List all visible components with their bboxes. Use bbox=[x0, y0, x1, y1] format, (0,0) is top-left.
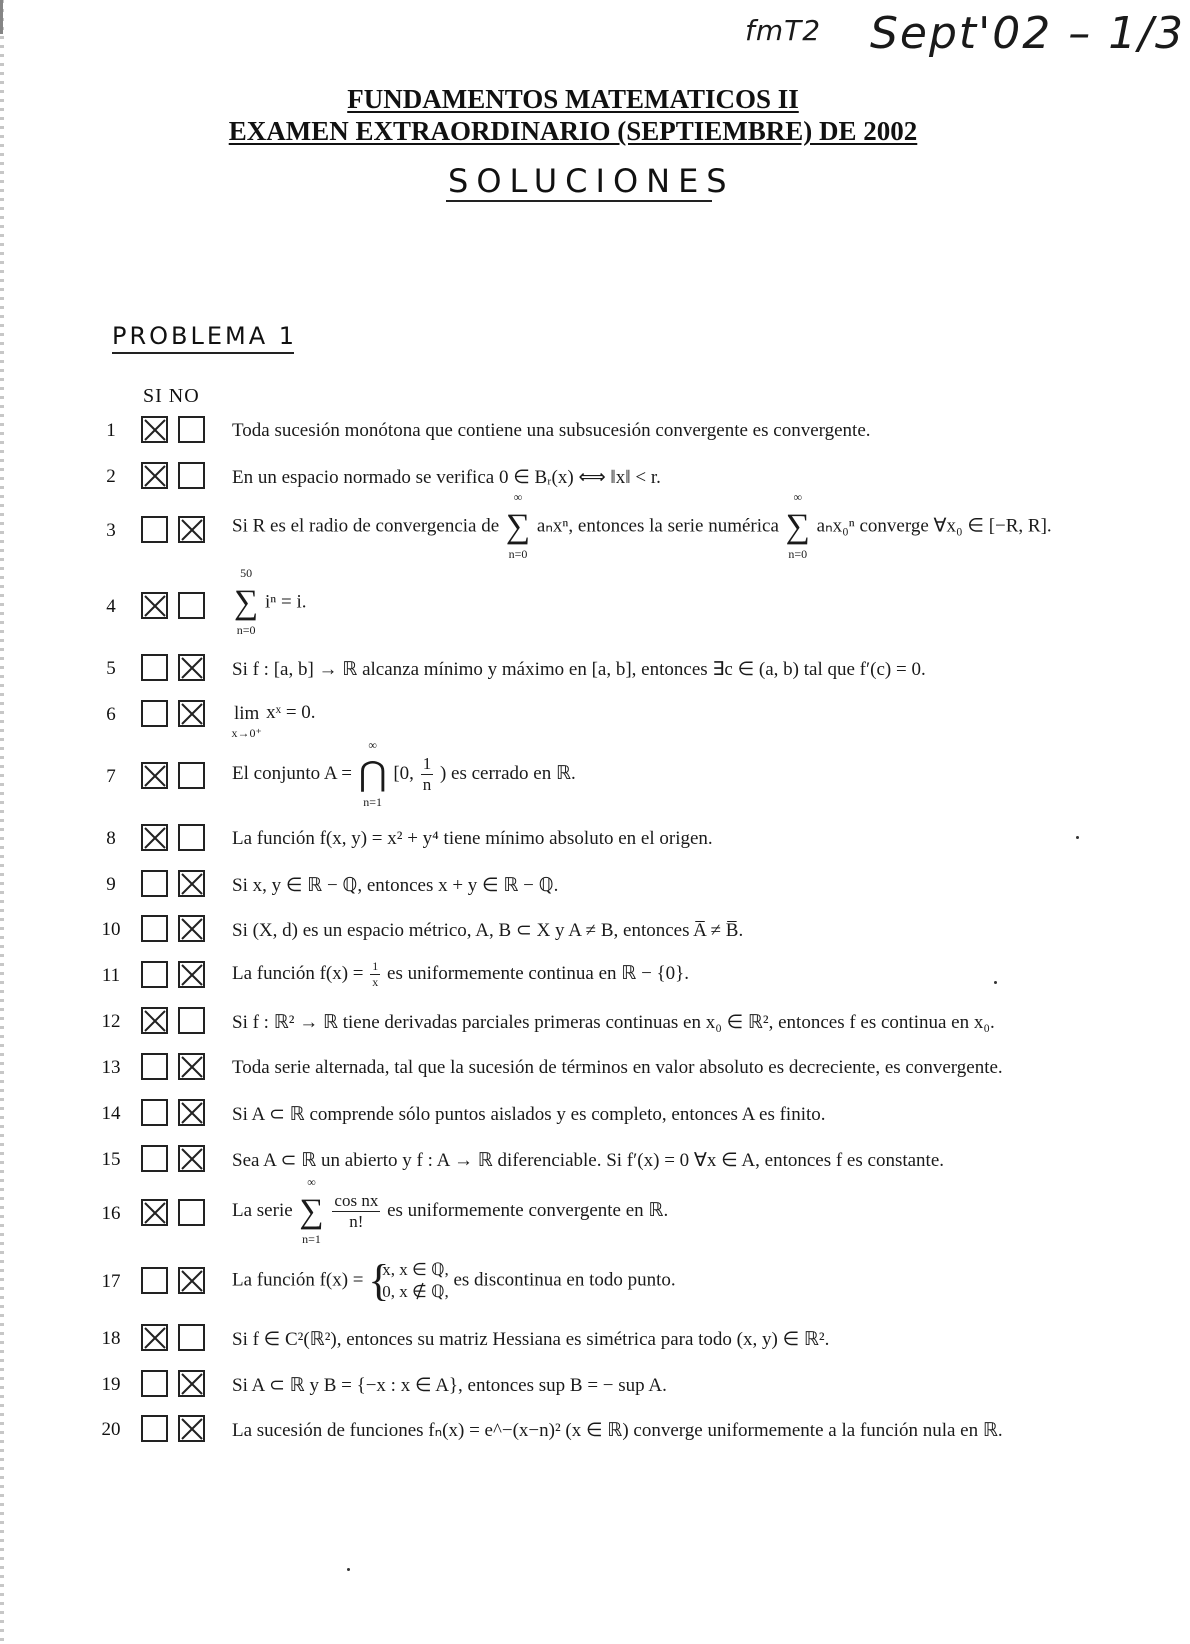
document-title: FUNDAMENTOS MATEMATICOS II bbox=[347, 84, 799, 114]
sigma-symbol: ∑ bbox=[299, 1192, 324, 1230]
question-number: 1 bbox=[106, 420, 116, 441]
check-x-mark bbox=[142, 593, 168, 619]
no-checkbox[interactable] bbox=[178, 592, 205, 619]
question-text bbox=[232, 1174, 669, 1246]
sum-upper: ∞ bbox=[307, 1174, 316, 1189]
question-row bbox=[0, 1257, 1190, 1317]
handwritten-code: fmT2 bbox=[745, 14, 822, 47]
column-headers bbox=[143, 385, 200, 408]
no-checkbox[interactable] bbox=[178, 700, 205, 727]
question-text: En un espacio normado se verifica 0 ∈ Bᵣ(x) ⟺ ‖x‖ < r. bbox=[232, 467, 661, 488]
question-text-part: La función f(x) = bbox=[232, 962, 364, 984]
si-checkbox[interactable] bbox=[141, 762, 168, 789]
denominator: n bbox=[422, 775, 432, 794]
question-number: 16 bbox=[101, 1203, 121, 1224]
no-checkbox[interactable] bbox=[178, 961, 205, 988]
question-text: Si A ⊂ ℝ y B = {−x : x ∈ A}, entonces sup B = − sup A. bbox=[232, 1375, 667, 1396]
si-checkbox[interactable] bbox=[141, 1324, 168, 1351]
check-x-mark bbox=[179, 655, 205, 681]
solutions-underline bbox=[446, 200, 712, 202]
question-number: 8 bbox=[106, 828, 116, 849]
brace-symbol: { bbox=[368, 1256, 390, 1305]
question-text: Toda serie alternada, tal que la sucesión de términos en valor absoluto es decreciente, es convergente. bbox=[232, 1057, 1003, 1078]
summation bbox=[505, 490, 531, 561]
no-checkbox[interactable] bbox=[178, 1267, 205, 1294]
check-x-mark bbox=[179, 1100, 205, 1126]
no-checkbox[interactable] bbox=[178, 416, 205, 443]
lim-subscript: x→0⁺ bbox=[231, 725, 262, 740]
question-number: 7 bbox=[106, 766, 116, 787]
question-text bbox=[232, 959, 689, 990]
si-checkbox[interactable] bbox=[141, 592, 168, 619]
check-x-mark bbox=[142, 1325, 168, 1351]
question-text: Si (X, d) es un espacio métrico, A, B ⊂ X y A ≠ B, entonces A̅ ≠ B̅. bbox=[232, 920, 744, 941]
piecewise-case: x, x ∈ ℚ, bbox=[382, 1260, 449, 1279]
question-text: Si x, y ∈ ℝ − ℚ, entonces x + y ∈ ℝ − ℚ. bbox=[232, 875, 559, 896]
question-text-part: xˣ = 0. bbox=[266, 702, 316, 723]
sigma-symbol: ∑ bbox=[785, 508, 810, 545]
question-text bbox=[232, 1256, 676, 1305]
sum-upper: 50 bbox=[240, 566, 253, 580]
question-text-part: aₙxⁿ, entonces la serie numérica bbox=[536, 515, 779, 537]
question-text-part: [0, bbox=[393, 762, 414, 784]
column-si-label: SI bbox=[143, 385, 163, 407]
piecewise-definition bbox=[368, 1256, 449, 1305]
question-row bbox=[0, 1135, 1190, 1195]
question-number: 15 bbox=[101, 1149, 121, 1170]
question-number: 2 bbox=[106, 466, 116, 487]
si-checkbox[interactable] bbox=[141, 870, 168, 897]
question-text: Si f : ℝ² → ℝ tiene derivadas parciales primeras continuas en x₀ ∈ ℝ², entonces f es continua en x₀. bbox=[232, 1012, 995, 1033]
question-text: Si f ∈ C²(ℝ²), entonces su matriz Hessiana es simétrica para todo (x, y) ∈ ℝ². bbox=[232, 1329, 830, 1350]
question-row bbox=[0, 566, 1190, 642]
problem-underline bbox=[112, 352, 294, 354]
si-checkbox[interactable] bbox=[141, 1145, 168, 1172]
question-number: 19 bbox=[101, 1374, 121, 1395]
si-checkbox[interactable] bbox=[141, 700, 168, 727]
question-number: 9 bbox=[106, 874, 116, 895]
document-subtitle: EXAMEN EXTRAORDINARIO (SEPTIEMBRE) DE 2002 bbox=[228, 116, 918, 146]
question-number: 14 bbox=[101, 1103, 121, 1124]
question-number: 17 bbox=[101, 1271, 121, 1292]
sum-upper: ∞ bbox=[513, 490, 523, 504]
si-checkbox[interactable] bbox=[141, 1053, 168, 1080]
si-checkbox[interactable] bbox=[141, 1199, 168, 1226]
question-number: 10 bbox=[101, 919, 121, 940]
no-checkbox[interactable] bbox=[178, 1053, 205, 1080]
scan-speck bbox=[994, 981, 997, 984]
check-x-mark bbox=[179, 1371, 205, 1397]
check-x-mark bbox=[142, 463, 168, 489]
question-text-part: ) es cerrado en ℝ. bbox=[439, 762, 576, 784]
summation bbox=[785, 490, 810, 561]
sum-lower: n=0 bbox=[788, 547, 808, 561]
question-number: 13 bbox=[101, 1057, 121, 1078]
question-text-part: Si R es el radio de convergencia de bbox=[232, 515, 500, 537]
sum-upper: ∞ bbox=[793, 490, 803, 504]
question-text: Toda sucesión monótona que contiene una subsucesión convergente es convergente. bbox=[232, 420, 871, 441]
check-x-mark bbox=[179, 517, 205, 543]
denominator: x bbox=[372, 975, 379, 989]
check-x-mark bbox=[142, 825, 168, 851]
no-checkbox[interactable] bbox=[178, 1099, 205, 1126]
fraction bbox=[332, 1191, 380, 1232]
no-checkbox[interactable] bbox=[178, 516, 205, 543]
no-checkbox[interactable] bbox=[178, 870, 205, 897]
si-checkbox[interactable] bbox=[141, 462, 168, 489]
check-x-mark bbox=[179, 1268, 205, 1294]
question-text-part: La función f(x) = bbox=[232, 1269, 364, 1291]
question-number: 3 bbox=[106, 520, 116, 541]
scan-mark bbox=[0, 0, 3, 34]
si-checkbox[interactable] bbox=[141, 1415, 168, 1442]
summation bbox=[299, 1174, 324, 1246]
scan-speck bbox=[347, 1568, 350, 1571]
numerator: 1 bbox=[372, 959, 379, 973]
sigma-symbol: ∑ bbox=[505, 508, 531, 545]
question-text: Si f : [a, b] → ℝ alcanza mínimo y máximo en [a, b], entonces ∃c ∈ (a, b) tal que f′(c) = 0. bbox=[232, 659, 926, 680]
question-row bbox=[0, 1405, 1190, 1465]
cap-symbol: ⋂ bbox=[358, 755, 387, 793]
question-text-part: aₙx₀ⁿ converge ∀x₀ ∈ [−R, R]. bbox=[816, 515, 1052, 537]
question-number: 5 bbox=[106, 658, 116, 679]
check-x-mark bbox=[179, 916, 205, 942]
question-number: 18 bbox=[101, 1328, 121, 1349]
question-number: 20 bbox=[101, 1419, 121, 1440]
question-text-part: es uniformemente continua en ℝ − {0}. bbox=[387, 962, 690, 984]
no-checkbox[interactable] bbox=[178, 1145, 205, 1172]
no-checkbox[interactable] bbox=[178, 1370, 205, 1397]
check-x-mark bbox=[179, 1054, 205, 1080]
question-text-part: La serie bbox=[232, 1199, 293, 1221]
sigma-symbol: ∑ bbox=[234, 584, 259, 621]
question-text: Si A ⊂ ℝ comprende sólo puntos aislados y es completo, entonces A es finito. bbox=[232, 1104, 826, 1125]
no-checkbox[interactable] bbox=[178, 1415, 205, 1442]
piecewise-case: 0, x ∉ ℚ, bbox=[382, 1282, 449, 1301]
si-checkbox[interactable] bbox=[141, 654, 168, 681]
question-text-part: es uniformemente convergente en ℝ. bbox=[387, 1199, 669, 1221]
question-text bbox=[232, 490, 1052, 561]
numerator: 1 bbox=[422, 754, 432, 773]
question-text-part: El conjunto A = bbox=[232, 762, 352, 784]
question-row bbox=[0, 1174, 1190, 1249]
si-checkbox[interactable] bbox=[141, 1099, 168, 1126]
question-number: 11 bbox=[101, 965, 121, 986]
cap-lower: n=1 bbox=[363, 794, 383, 809]
question-number: 6 bbox=[106, 704, 116, 725]
si-checkbox[interactable] bbox=[141, 961, 168, 988]
question-row bbox=[0, 690, 1190, 750]
no-checkbox[interactable] bbox=[178, 1324, 205, 1351]
no-checkbox[interactable] bbox=[178, 462, 205, 489]
no-checkbox[interactable] bbox=[178, 762, 205, 789]
no-checkbox[interactable] bbox=[178, 1199, 205, 1226]
question-number: 12 bbox=[101, 1011, 121, 1032]
question-row bbox=[0, 452, 1190, 512]
si-checkbox[interactable] bbox=[141, 416, 168, 443]
check-x-mark bbox=[179, 871, 205, 897]
question-text: Sea A ⊂ ℝ un abierto y f : A → ℝ diferenciable. Si f′(x) = 0 ∀x ∈ A, entonces f es constante. bbox=[232, 1150, 945, 1171]
question-text-part: es discontinua en todo punto. bbox=[453, 1269, 676, 1291]
si-checkbox[interactable] bbox=[141, 1007, 168, 1034]
handwritten-date: Sept'02 – 1/3 bbox=[870, 8, 1186, 59]
check-x-mark bbox=[179, 962, 205, 988]
sum-lower: n=1 bbox=[302, 1231, 321, 1246]
cap-upper: ∞ bbox=[368, 737, 377, 752]
no-checkbox[interactable] bbox=[178, 654, 205, 681]
fraction bbox=[421, 754, 434, 795]
check-x-mark bbox=[142, 1008, 168, 1034]
question-text: La función f(x, y) = x² + y⁴ tiene mínimo absoluto en el origen. bbox=[232, 828, 713, 849]
column-no-label: NO bbox=[168, 385, 200, 407]
check-x-mark bbox=[142, 763, 168, 789]
question-text bbox=[232, 737, 576, 809]
fraction bbox=[370, 959, 380, 990]
numerator: cos nx bbox=[334, 1191, 379, 1210]
question-row bbox=[0, 737, 1190, 812]
no-checkbox[interactable] bbox=[178, 824, 205, 851]
question-text: La sucesión de funciones fₙ(x) = e^−(x−n)² (x ∈ ℝ) converge uniformemente a la función nula en ℝ. bbox=[232, 1420, 1003, 1441]
solutions-heading: SOLUCIONES bbox=[448, 162, 735, 200]
check-x-mark bbox=[179, 1146, 205, 1172]
si-checkbox[interactable] bbox=[141, 516, 168, 543]
lim-label: lim bbox=[234, 702, 260, 724]
question-row bbox=[0, 490, 1190, 566]
check-x-mark bbox=[142, 1200, 168, 1226]
no-checkbox[interactable] bbox=[178, 1007, 205, 1034]
si-checkbox[interactable] bbox=[141, 915, 168, 942]
check-x-mark bbox=[179, 1416, 205, 1442]
denominator: n! bbox=[349, 1212, 364, 1231]
si-checkbox[interactable] bbox=[141, 1370, 168, 1397]
no-checkbox[interactable] bbox=[178, 915, 205, 942]
intersection bbox=[358, 737, 387, 809]
question-text bbox=[231, 702, 316, 740]
question-number: 4 bbox=[106, 596, 116, 617]
check-x-mark bbox=[142, 417, 168, 443]
check-x-mark bbox=[179, 701, 205, 727]
sum-lower: n=0 bbox=[236, 623, 256, 637]
summation bbox=[234, 566, 259, 637]
sum-lower: n=0 bbox=[508, 547, 528, 561]
problem-heading: PROBLEMA 1 bbox=[112, 322, 298, 350]
scan-speck bbox=[1076, 836, 1079, 839]
limit bbox=[231, 702, 262, 740]
question-text-part: iⁿ = i. bbox=[265, 591, 307, 613]
si-checkbox[interactable] bbox=[141, 824, 168, 851]
si-checkbox[interactable] bbox=[141, 1267, 168, 1294]
question-text bbox=[232, 566, 307, 637]
